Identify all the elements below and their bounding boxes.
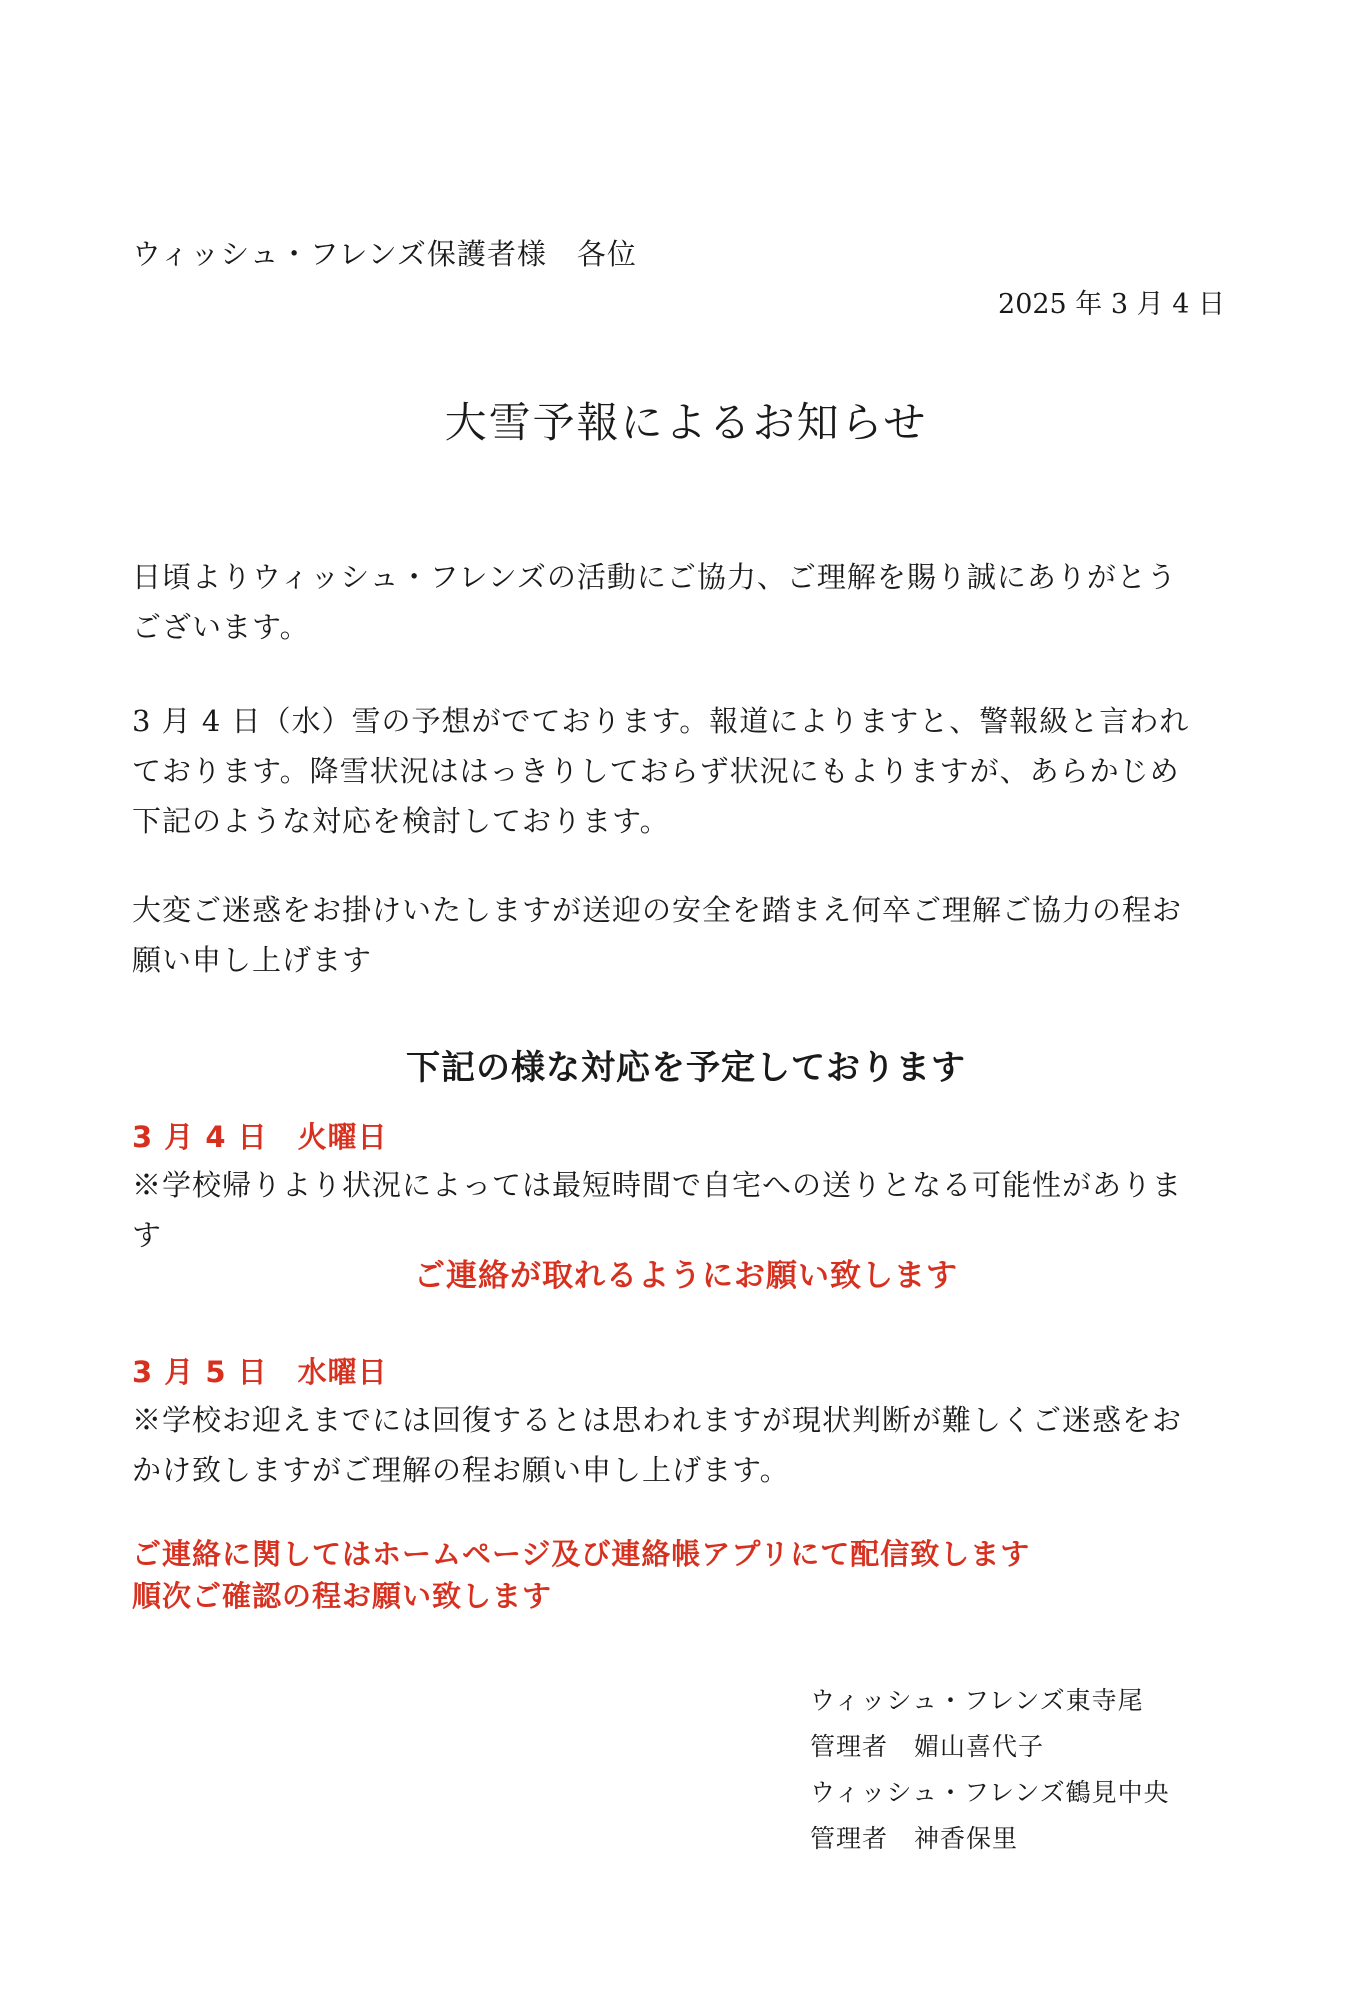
signature-manager: 管理者 媚山喜代子 <box>810 1732 1045 1761</box>
page-title: 大雪予報によるお知らせ <box>444 398 928 447</box>
day1-note-line: す <box>132 1218 163 1252</box>
day1-note <box>132 1160 1232 1260</box>
document-date: 2025 年 3 月 4 日 <box>998 289 1225 320</box>
weather-paragraph <box>132 696 1232 846</box>
signature-manager: 管理者 神香保里 <box>810 1824 1019 1853</box>
day2-note-line: ※学校お迎えまでには回復するとは思われますが現状判断が難しくご迷惑をお <box>132 1403 1183 1437</box>
greeting-line: ございます。 <box>132 610 310 644</box>
contact-info-line: 順次ご確認の程お願い致します <box>132 1579 553 1613</box>
greeting-line: 日頃よりウィッシュ・フレンズの活動にご協力、ご理解を賜り誠にありがとう <box>132 560 1177 594</box>
contact-info-line: ご連絡に関してはホームページ及び連絡帳アプリにて配信致します <box>132 1537 1031 1571</box>
request-line: 大変ご迷惑をお掛けいたしますが送迎の安全を踏まえ何卒ご理解ご協力の程お <box>132 893 1183 927</box>
day1-note-line: ※学校帰りより状況によっては最短時間で自宅への送りとなる可能性がありま <box>132 1168 1183 1202</box>
request-paragraph <box>132 885 1232 985</box>
plan-heading: 下記の様な対応を予定しております <box>406 1048 966 1088</box>
day1-heading: 3 月 4 日 火曜日 <box>132 1120 388 1154</box>
addressee: ウィッシュ・フレンズ保護者様 各位 <box>132 237 637 271</box>
day2-note <box>132 1395 1232 1495</box>
day2-heading: 3 月 5 日 水曜日 <box>132 1355 388 1389</box>
day1-contact-notice: ご連絡が取れるようにお願い致します <box>414 1258 958 1294</box>
weather-line: 3 月 4 日（水）雪の予想がでております。報道によりますと、警報級と言われ <box>132 704 1190 738</box>
greeting-paragraph <box>132 552 1232 652</box>
day2-note-line: かけ致しますがご理解の程お願い申し上げます。 <box>132 1453 790 1487</box>
request-line: 願い申し上げます <box>132 943 373 977</box>
signature-block <box>810 1678 1270 1862</box>
weather-line: ております。降雪状況ははっきりしておらず状況にもよりますが、あらかじめ <box>132 754 1180 788</box>
weather-line: 下記のような対応を検討しております。 <box>132 804 670 838</box>
signature-org: ウィッシュ・フレンズ東寺尾 <box>810 1686 1144 1715</box>
contact-info <box>132 1533 1232 1617</box>
signature-org: ウィッシュ・フレンズ鶴見中央 <box>810 1778 1170 1807</box>
